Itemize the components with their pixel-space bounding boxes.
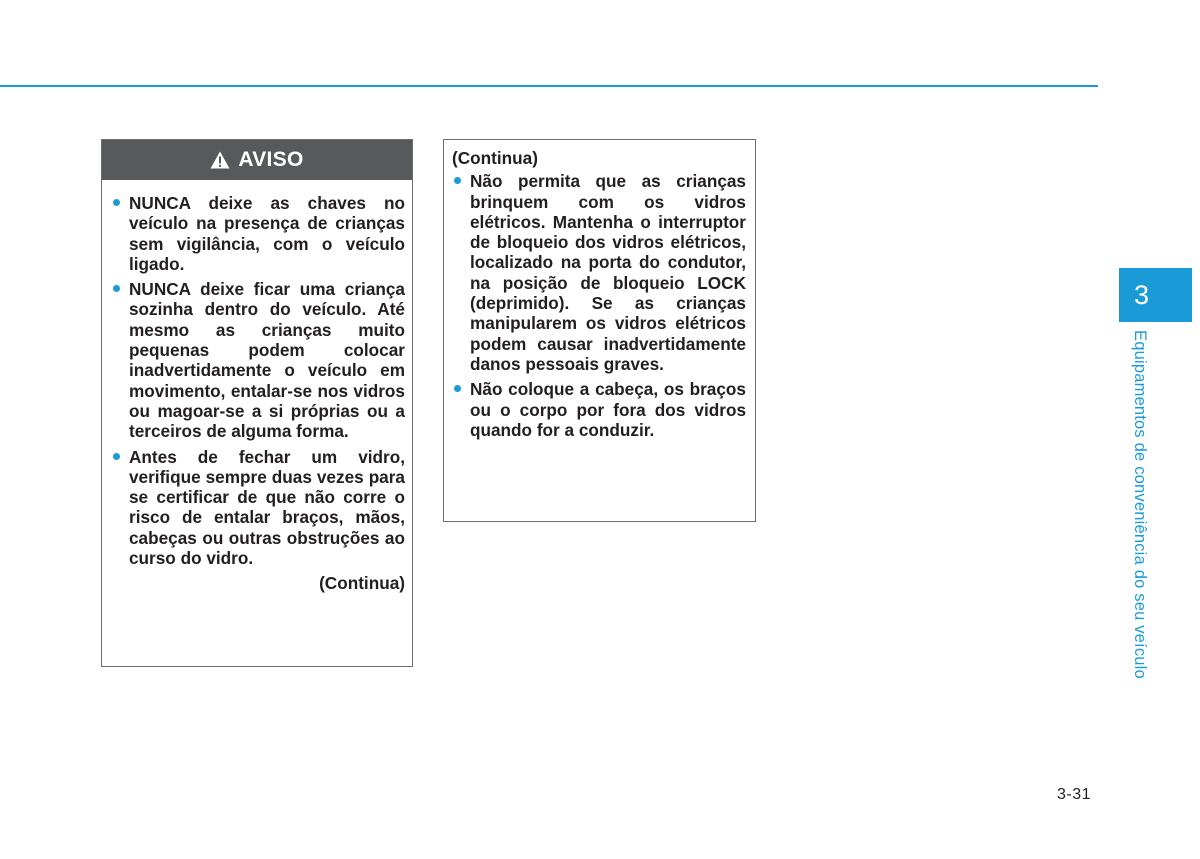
warning-content — [111, 193, 405, 594]
page-number: 3-31 — [1057, 786, 1092, 803]
warning-triangle-icon — [210, 151, 230, 169]
continued-heading: (Continua) — [452, 148, 538, 168]
list-item: Não permita que as crianças brinquem com os vidros elétricos. Mantenha o interruptor de bloqueio dos vidros elétricos, localizado na porta do condutor, na posição de bloqueio LOCK (deprimido). Se as crianças manipularem os vidros elétricos podem causar inadvertidamente danos pessoais graves. — [452, 171, 746, 374]
continued-content — [452, 148, 746, 445]
warning-title: AVISO — [238, 148, 304, 171]
list-item: Antes de fechar um vidro, verifique sempre duas vezes para se certificar de que não corre o risco de entalar braços, mãos, cabeças ou outras obstruções ao curso do vidro. — [111, 447, 405, 569]
top-rule — [0, 85, 1098, 87]
continued-list — [452, 171, 746, 440]
list-item: NUNCA deixe as chaves no veículo na presença de crianças sem vigilância, com o veículo ligado. — [111, 193, 405, 274]
warning-list — [111, 193, 405, 568]
chapter-tab — [1119, 268, 1192, 322]
list-item: Não coloque a cabeça, os braços ou o corpo por fora dos vidros quando for a conduzir. — [452, 379, 746, 440]
chapter-number: 3 — [1133, 279, 1150, 310]
chapter-title: Equipamentos de conveniência do seu veículo — [1131, 330, 1149, 679]
warning-header — [102, 140, 412, 180]
list-item: NUNCA deixe ficar uma criança sozinha dentro do veículo. Até mesmo as crianças muito pequenas podem colocar inadvertidamente o veículo em movimento, entalar-se nos vidros ou magoar-se a si próprias ou a terceiros de alguma forma. — [111, 279, 405, 441]
continued-note: (Continua) — [319, 573, 405, 594]
